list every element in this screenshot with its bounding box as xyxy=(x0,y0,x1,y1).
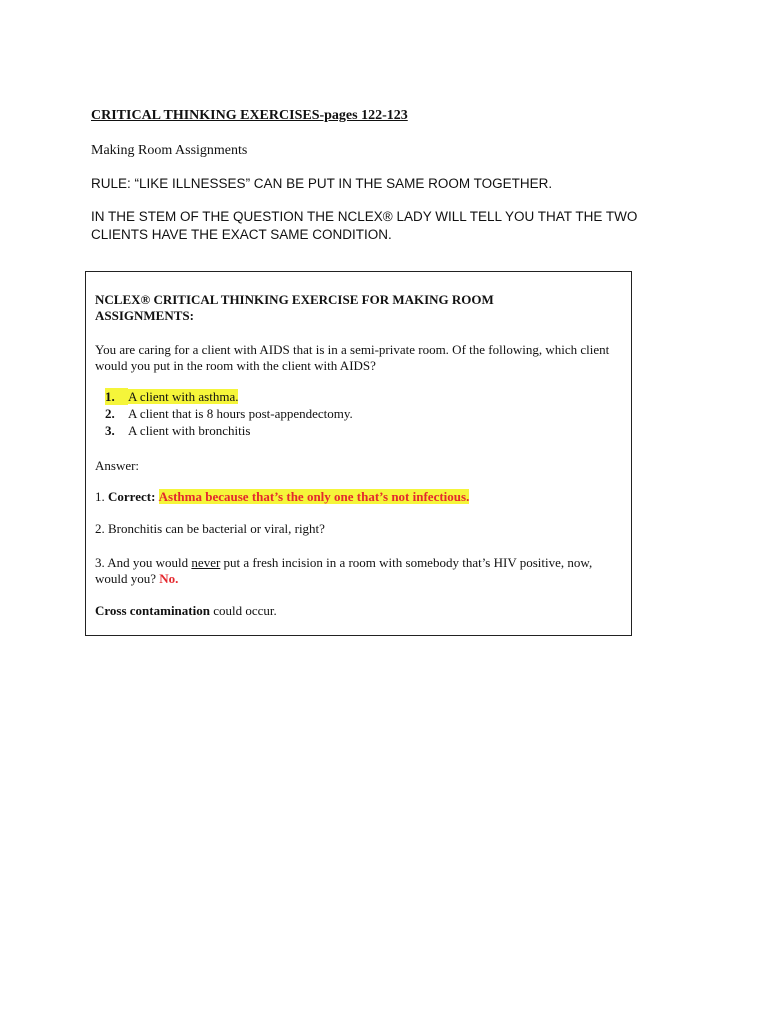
correct-label: Correct: xyxy=(108,489,156,504)
option-number: 2. xyxy=(105,406,115,421)
answer-3-never: never xyxy=(191,555,221,570)
exercise-box xyxy=(85,271,632,636)
option-number: 3. xyxy=(105,423,115,438)
option-item-3 xyxy=(105,422,353,439)
stem-note: IN THE STEM OF THE QUESTION THE NCLEX® LADY WILL TELL YOU THAT THE TWO CLIENTS HAVE THE EXACT SAME CONDITION. xyxy=(91,209,638,242)
option-text: A client with asthma. xyxy=(128,389,239,404)
option-text: A client that is 8 hours post-appendectomy. xyxy=(128,406,353,421)
answer-2: 2. Bronchitis can be bacterial or viral, right? xyxy=(95,521,325,536)
page-title: CRITICAL THINKING EXERCISES-pages 122-123 xyxy=(91,108,408,123)
answer-3-part2: put a fresh incision in a room with somebody that’s HIV positive, now, would you? xyxy=(95,555,593,586)
rule-text: RULE: “LIKE ILLNESSES” CAN BE PUT IN THE SAME ROOM TOGETHER. xyxy=(91,176,553,191)
exercise-title: NCLEX® CRITICAL THINKING EXERCISE FOR MAKING ROOM ASSIGNMENTS: xyxy=(95,292,494,323)
section-subtitle: Making Room Assignments xyxy=(91,143,248,158)
option-item-1 xyxy=(105,388,353,405)
option-number: 1. xyxy=(105,388,128,405)
answer-4-rest: could occur. xyxy=(209,603,277,618)
answer-3 xyxy=(95,555,615,587)
answer-3-part1: 3. And you would xyxy=(95,555,192,570)
option-text: A client with bronchitis xyxy=(128,423,251,438)
answer-label: Answer: xyxy=(95,458,140,473)
answer-4 xyxy=(95,603,277,619)
cross-contamination-label: Cross contamination xyxy=(95,603,210,618)
answer-1-prefix: 1. xyxy=(95,489,108,504)
option-item-2 xyxy=(105,405,353,422)
option-list xyxy=(105,388,353,439)
exercise-question: You are caring for a client with AIDS that is in a semi-private room. Of the following, which client would you put in the room with the client with AIDS? xyxy=(95,342,610,373)
answer-3-no: No. xyxy=(159,571,179,586)
answer-1 xyxy=(95,489,469,505)
correct-explanation: Asthma because that’s the only one that’s not infectious. xyxy=(158,489,470,504)
